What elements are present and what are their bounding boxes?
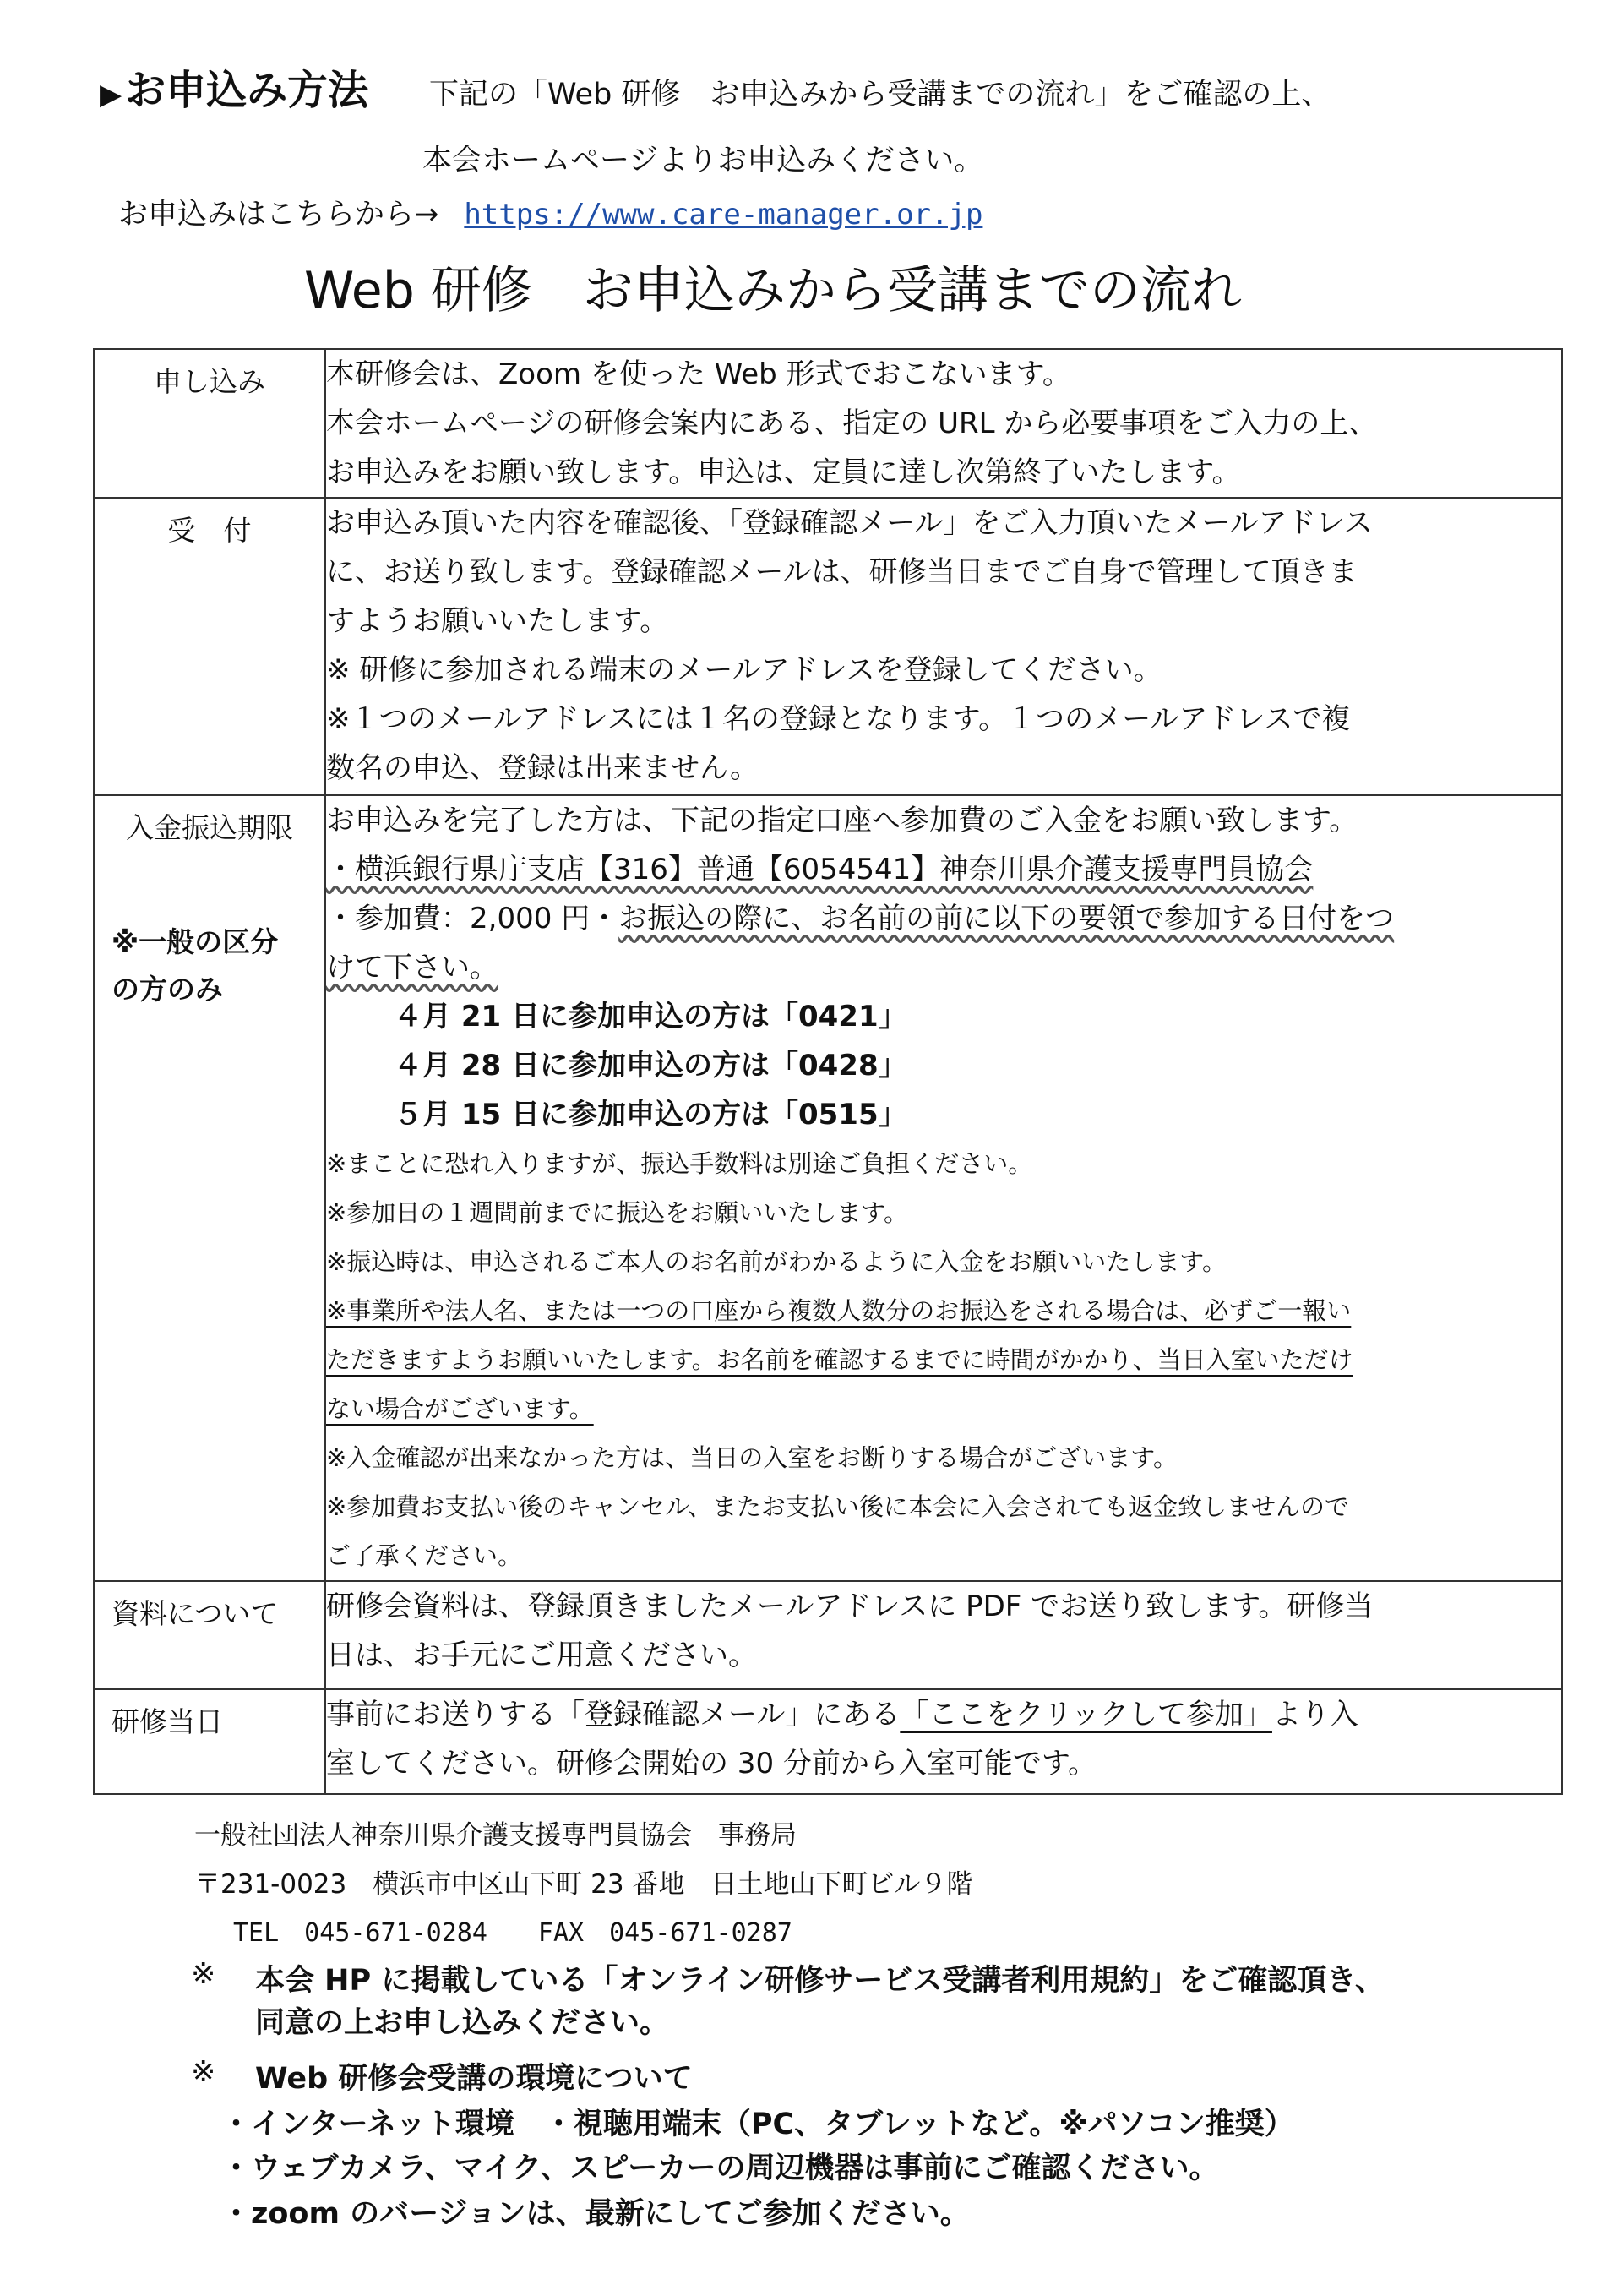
note-mark: ※ (191, 1957, 216, 1991)
fee-line: ・参加費：2,000 円・お振込の際に、お名前の前に以下の要領で参加する日付をつ (326, 902, 1395, 935)
text-line: お申込みをお願い致します。申込は、定員に達し次第終了いたします。 (326, 455, 1241, 489)
text-line: 日は、お手元にご用意ください。 (326, 1639, 757, 1672)
text-line: すようお願いいたします。 (326, 604, 669, 638)
note-line: ただきますようお願いいたします。お名前を確認するまでに時間がかかり、当日入室いただけ (326, 1345, 1353, 1374)
row-label: 資料について (112, 1597, 279, 1630)
text-line: お申込みを完了した方は、下記の指定口座へ参加費のご入金をお願い致します。 (326, 804, 1358, 837)
date-code-line: ５月 15 日に参加申込の方は「0515」 (394, 1098, 907, 1132)
row-body-cell (325, 795, 1562, 1581)
table-row (94, 498, 1562, 795)
note-line: ご了承ください。 (326, 1541, 523, 1570)
table-row (94, 349, 1562, 498)
note-line: ※入金確認が出来なかった方は、当日の入室をお断りする場合がございます。 (326, 1443, 1178, 1472)
text-line: ※ 研修に参加される端末のメールアドレスを登録してください。 (326, 653, 1162, 687)
terms-note-line-1: 本会 HP に掲載している「オンライン研修サービス受講者利用規約」をご確認頂き、 (255, 1964, 1385, 1998)
application-method-label: ▶お申込み方法 (100, 67, 369, 114)
text-line: 事前にお送りする「登録確認メール」にある「ここをクリックして参加」より入 (326, 1698, 1358, 1732)
note-line: ※振込時は、申込されるご本人のお名前がわかるように入金をお願いいたします。 (326, 1247, 1227, 1276)
row-label-cell (94, 349, 325, 498)
header-line-2: 本会ホームページよりお申込みください。 (422, 144, 984, 177)
table-row (94, 1689, 1562, 1794)
date-code-line: ４月 28 日に参加申込の方は「0428」 (394, 1049, 907, 1083)
note-line: ※まことに恐れ入りますが、振込手数料は別途ご負担ください。 (326, 1149, 1033, 1178)
text-line: 本研修会は、Zoom を使った Web 形式でおこないます。 (326, 357, 1071, 391)
text-line: ※１つのメールアドレスには１名の登録となります。１つのメールアドレスで複 (326, 702, 1351, 736)
general-category-note: ※一般の区分 の方のみ (112, 925, 279, 1006)
note-line: ※参加費お支払い後のキャンセル、またお支払い後に本会に入会されても返金致しませんので (326, 1492, 1349, 1521)
flow-table (93, 348, 1563, 1795)
bank-account-line: ・横浜銀行県庁支店【316】普通【6054541】神奈川県介護支援専門員協会 (326, 853, 1314, 886)
join-click-text: 「ここをクリックして参加」 (900, 1698, 1272, 1732)
text-line: けて下さい。 (326, 951, 498, 984)
note-line: ない場合がございます。 (326, 1394, 594, 1423)
note-mark: ※ (191, 2055, 216, 2089)
terms-note-line-2: 同意の上お申し込みください。 (255, 2006, 670, 2040)
text-line: 室してください。研修会開始の 30 分前から入室可能です。 (326, 1747, 1097, 1781)
footer-tel-fax: TEL 045-671-0284 FAX 045-671-0287 (233, 1918, 792, 1948)
date-code-line: ４月 21 日に参加申込の方は「0421」 (394, 1000, 907, 1033)
environment-item: ・ウェブカメラ、マイク、スピーカーの周辺機器は事前にご確認ください。 (221, 2151, 1219, 2185)
row-label: 入金振込期限 (126, 811, 293, 844)
note-line: ※事業所や法人名、または一つの口座から複数人数分のお振込をされる場合は、必ずご一報い (326, 1296, 1352, 1325)
table-row (94, 795, 1562, 1581)
text-line: 本会ホームページの研修会案内にある、指定の URL から必要事項をご入力の上、 (326, 406, 1378, 440)
row-label: 研修当日 (112, 1705, 223, 1738)
table-row (94, 1581, 1562, 1689)
row-label-cell (94, 1689, 325, 1794)
row-label-cell (94, 498, 325, 795)
row-label-cell (94, 795, 325, 1581)
text-line: 研修会資料は、登録頂きましたメールアドレスに PDF でお送り致します。研修当 (326, 1590, 1374, 1623)
footer-address: 〒231-0023 横浜市中区山下町 23 番地 日土地山下町ビル９階 (194, 1869, 973, 1900)
environment-item: ・zoom のバージョンは、最新にしてご参加ください。 (221, 2197, 970, 2231)
row-label: 申し込み (154, 365, 265, 398)
text-line: 数名の申込、登録は出来ません。 (326, 751, 759, 785)
footer-org: 一般社団法人神奈川県介護支援専門員協会 事務局 (194, 1820, 797, 1851)
environment-heading: Web 研修会受講の環境について (255, 2062, 693, 2096)
row-body-cell (325, 1689, 1562, 1794)
header-line-3: お申込みはこちらから→ https://www.care-manager.or.jp (118, 198, 983, 232)
row-body-cell (325, 1581, 1562, 1689)
row-body-cell (325, 498, 1562, 795)
triangle-icon: ▶ (100, 78, 122, 112)
page-title: Web 研修 お申込みから受講までの流れ (304, 261, 1242, 320)
text-line: に、お送り致します。登録確認メールは、研修当日までご自身で管理して頂きま (326, 555, 1358, 589)
text-line: お申込み頂いた内容を確認後、「登録確認メール」をご入力頂いたメールアドレス (326, 506, 1373, 540)
row-label-cell (94, 1581, 325, 1689)
environment-item: ・インターネット環境 ・視聴用端末（PC、タブレットなど。※パソコン推奨） (221, 2108, 1294, 2141)
website-link[interactable]: https://www.care-manager.or.jp (464, 198, 983, 232)
header-line-1: 下記の「Web 研修 お申込みから受講までの流れ」をご確認の上、 (429, 78, 1331, 112)
row-body-cell (325, 349, 1562, 498)
row-label: 受 付 (167, 514, 252, 547)
note-line: ※参加日の１週間前までに振込をお願いいたします。 (326, 1198, 908, 1227)
